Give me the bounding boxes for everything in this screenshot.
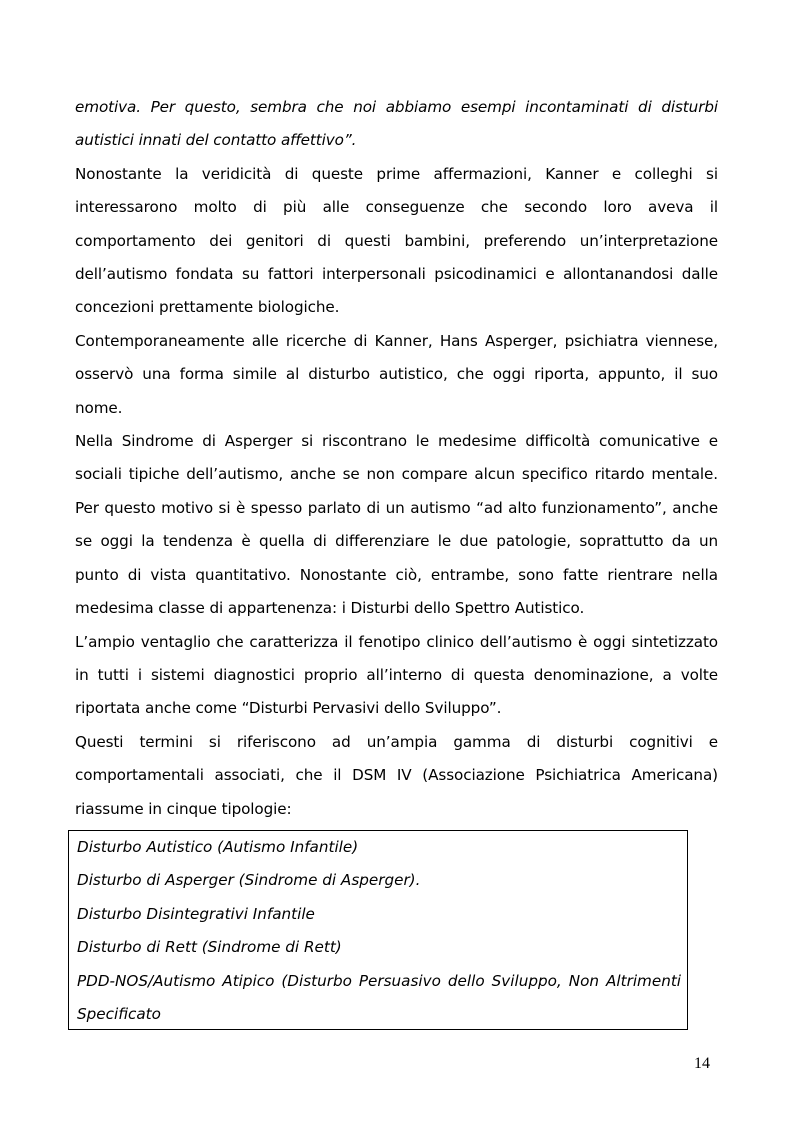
paragraph-asperger: Contemporaneamente alle ricerche di Kanner, Hans Asperger, psichiatra viennese, osservò una forma simile al disturbo autistico, che oggi riporta, appunto, il suo nome. xyxy=(75,331,718,417)
paragraph-sindrome: Nella Sindrome di Asperger si riscontrano le medesime difficoltà comunicative e sociali tipiche dell’autismo, anche se non compare alcun specifico ritardo mentale. Per questo motivo si è spesso parlato di un autismo “ad alto funzionamento”, anche se oggi la tendenza è quella di differenziare le due patologie, soprattutto da un punto di vista quantitativo. Nonostante ciò, entrambe, sono fatte rientrare nella medesima classe di appartenenza: i Disturbi dello Spettro Autistico. xyxy=(75,432,718,618)
list-item: Disturbo di Asperger (Sindrome di Asperger). xyxy=(77,871,421,890)
disorder-list-box xyxy=(68,830,688,1030)
paragraph-kanner: Nonostante la veridicità di queste prime affermazioni, Kanner e colleghi si interessarono molto di più alle conseguenze che secondo loro aveva il comportamento dei genitori di questi bambini, preferendo un’interpretazione dell’autismo fondata su fattori interpersonali psicodinamici e allontanandosi dalle concezioni prettamente biologiche. xyxy=(75,164,718,317)
list-item: Disturbo Disintegrativi Infantile xyxy=(77,904,315,923)
list-item: Disturbo Autistico (Autismo Infantile) xyxy=(77,838,359,856)
page-number: 14 xyxy=(694,1055,710,1072)
quote-paragraph: emotiva. Per questo, sembra che noi abbiamo esempi incontaminati di disturbi autistici innati del contatto affettivo”. xyxy=(75,98,718,150)
list-item: PDD-NOS/Autismo Atipico (Disturbo Persuasivo dello Sviluppo, Non Altrimenti Specificato xyxy=(77,971,681,1024)
body-text xyxy=(75,91,718,826)
paragraph-ventaglio: L’ampio ventaglio che caratterizza il fenotipo clinico dell’autismo è oggi sintetizzato in tutti i sistemi diagnostici proprio all’interno di questa denominazione, a volte riportata anche come “Disturbi Pervasivi dello Sviluppo”. xyxy=(75,632,718,718)
list-item: Disturbo di Rett (Sindrome di Rett) xyxy=(77,938,342,957)
paragraph-termini: Questi termini si riferiscono ad un’ampia gamma di disturbi cognitivi e comportamentali associati, che il DSM IV (Associazione Psichiatrica Americana) riassume in cinque tipologie: xyxy=(75,732,718,818)
